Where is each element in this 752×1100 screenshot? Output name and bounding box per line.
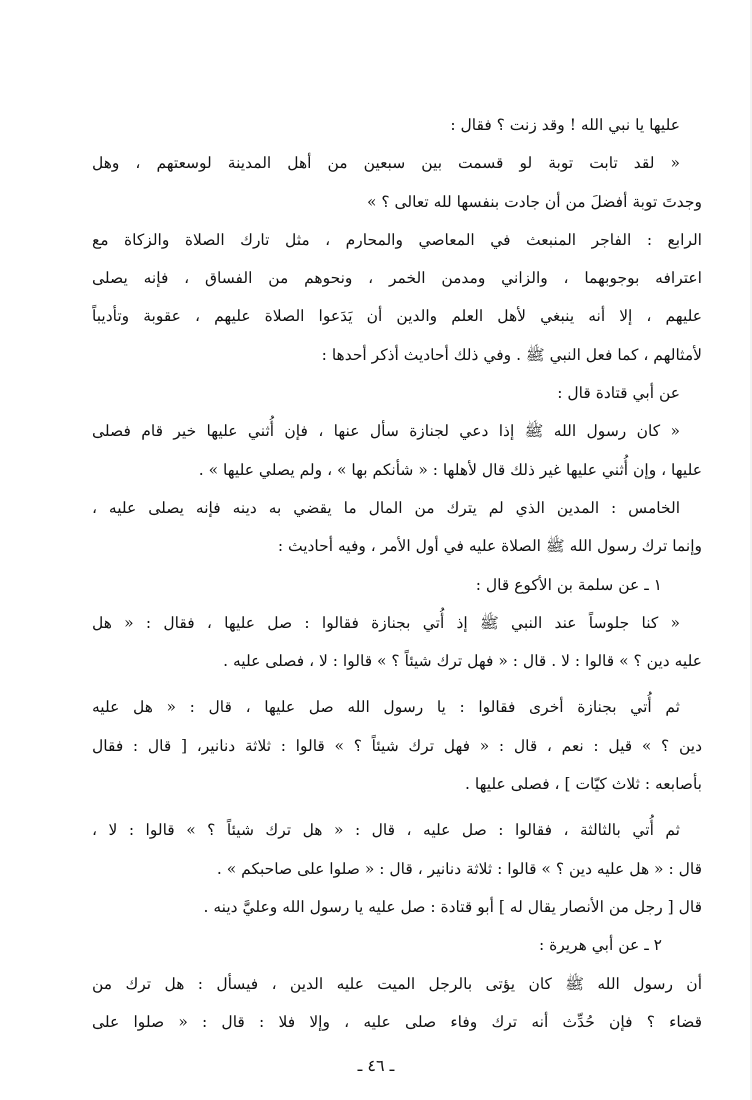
- text-line-3: وجدتَ توبة أفضلَ من أن جادت بنفسها لله تعالى ؟ »: [366, 192, 702, 211]
- text-line-20: قال : « هل عليه دين ؟ » قالوا : ثلاثة دنانير ، قال : « صلوا على صاحبكم » .: [216, 859, 702, 878]
- text-line-17: دين ؟ » قيل : نعم ، قال : « فهل ترك شيئاً ؟ » قالوا : ثلاثة دنانير، [ قال : فقال: [92, 736, 702, 755]
- text-line-7: لأمثالهم ، كما فعل النبي ﷺ . وفي ذلك أحاديث أذكر أحدها :: [321, 345, 702, 364]
- text-line-12: وإنما ترك رسول الله ﷺ الصلاة عليه في أول الأمر ، وفيه أحاديث :: [277, 537, 702, 556]
- text-line-14: « كنا جلوساً عند النبي ﷺ إذ أُتي بجنازة فقالوا : صل عليها ، فقال : « هل: [92, 613, 680, 632]
- text-line-13: ١ ـ عن سلمة بن الأكوع قال :: [475, 575, 662, 594]
- text-line-2: « لقد تابت توبة لو قسمت بين سبعين من أهل المدينة لوسعتهم ، وهل: [92, 154, 680, 173]
- text-line-5: اعترافه بوجوبهما ، والزاني ومدمن الخمر ، ونحوهم من الفساق ، فإنه يصلى: [92, 269, 702, 288]
- text-line-21: قال [ رجل من الأنصار يقال له ] أبو قتادة : صل عليه يا رسول الله وعليَّ دينه .: [203, 897, 702, 916]
- text-line-18: بأصابعه : ثلاث كيّات ] ، فصلى عليها .: [465, 775, 702, 794]
- text-line-10: عليها ، وإن أُثني عليها غير ذلك قال لأهلها : « شأنكم بها » ، ولم يصلي عليها » .: [198, 460, 702, 479]
- text-line-19: ثم أُتي بالثالثة ، فقالوا : صل عليه ، قال : « هل ترك شيئاً ؟ » قالوا : لا ،: [92, 821, 680, 840]
- text-line-24: قضاء ؟ فإن حُدِّث أنه ترك وفاء صلى عليه ، وإلا فلا : قال : « صلوا على: [92, 1012, 702, 1031]
- text-line-9: « كان رسول الله ﷺ إذا دعي لجنازة سأل عنها ، فإن أُثني عليها خير قام فصلى: [92, 422, 680, 441]
- page-number: ـ ٤٦ ـ: [357, 1056, 395, 1075]
- text-line-22: ٢ ـ عن أبي هريرة :: [538, 936, 662, 955]
- body-text: [92, 106, 702, 1041]
- text-line-11: الخامس : المدين الذي لم يترك من المال ما يقضي به دينه فإنه يصلى عليه ،: [92, 498, 680, 517]
- text-line-23: أن رسول الله ﷺ كان يؤتى بالرجل الميت عليه الدين ، فيسأل : هل ترك من: [92, 974, 702, 993]
- text-line-1: عليها يا نبي الله ! وقد زنت ؟ فقال :: [450, 116, 680, 134]
- text-line-8: عن أبي قتادة قال :: [557, 384, 680, 403]
- text-line-6: عليهم ، إلا أنه ينبغي لأهل العلم والدين أن يَدَعوا الصلاة عليهم ، عقوبة وتأديباً: [92, 307, 702, 326]
- text-line-15: عليه دين ؟ » قالوا : لا . قال : « فهل ترك شيئاً ؟ » قالوا : لا ، فصلى عليه .: [223, 652, 702, 671]
- text-line-16: ثم أُتي بجنازة أخرى فقالوا : يا رسول الله صل عليها ، قال : « هل عليه: [92, 698, 680, 717]
- text-line-4: الرابع : الفاجر المنبعث في المعاصي والمحارم ، مثل تارك الصلاة والزكاة مع: [92, 230, 702, 249]
